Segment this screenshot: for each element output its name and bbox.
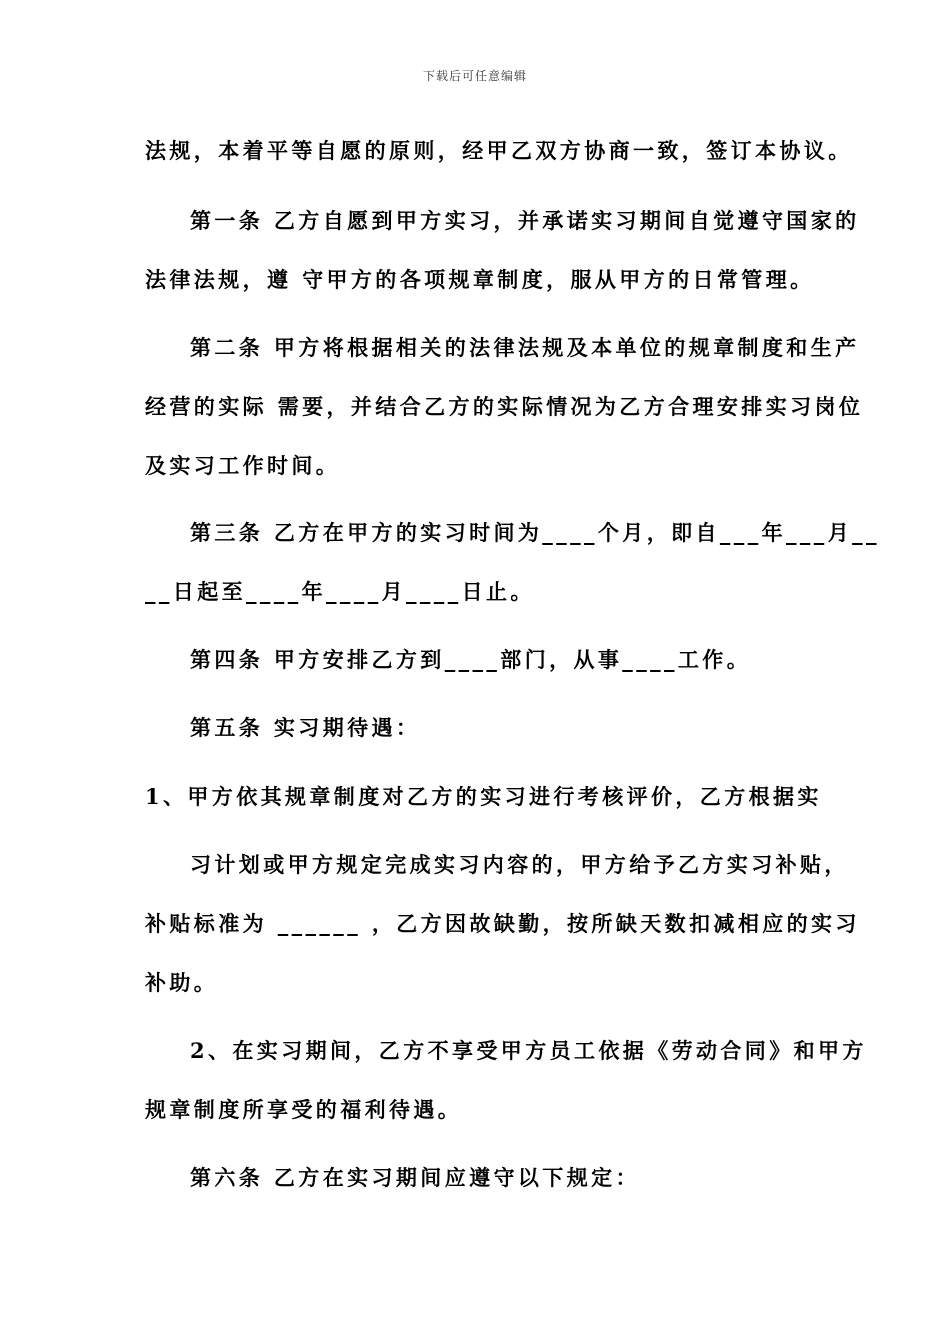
article-4-line: 第四条 甲方安排乙方到____部门，从事____工作。 [190, 647, 752, 672]
paragraph-line: 补助。 [145, 970, 219, 995]
article-5-line: 第五条 实习期待遇： [190, 715, 421, 740]
paragraph-line: 习计划或甲方规定完成实习内容的，甲方给予乙方实习补贴， [190, 852, 849, 877]
paragraph-line: 补贴标准为 ______ ，乙方因故缺勤，按所缺天数扣减相应的实习 [145, 911, 860, 936]
paragraph-line: 经营的实际 需要，并结合乙方的实际情况为乙方合理安排实习岗位 [145, 394, 864, 419]
paragraph-line: __日起至____年____月____日止。 [145, 579, 535, 604]
page-header: 下载后可任意编辑 [422, 69, 527, 83]
paragraph-line: 规章制度所享受的福利待遇。 [145, 1097, 463, 1122]
list-item-1-line: 1、甲方依其规章制度对乙方的实习进行考核评价，乙方根据实 [145, 784, 822, 809]
article-1-line: 第一条 乙方自愿到甲方实习，并承诺实习期间自觉遵守国家的 [190, 208, 860, 233]
paragraph-line: 法规，本着平等自愿的原则，经甲乙双方协商一致，签订本协议。 [145, 138, 853, 163]
article-3-line: 第三条 乙方在甲方的实习时间为____个月，即自___年___月__ [190, 520, 880, 545]
article-6-line: 第六条 乙方在实习期间应遵守以下规定： [190, 1165, 640, 1190]
paragraph-line: 法律法规，遵 守甲方的各项规章制度，服从甲方的日常管理。 [145, 267, 815, 292]
paragraph-line: 及实习工作时间。 [145, 453, 341, 478]
article-2-line: 第二条 甲方将根据相关的法律法规及本单位的规章制度和生产 [190, 335, 860, 360]
list-item-2-line: 2、在实习期间，乙方不享受甲方员工依据《劳动合同》和甲方 [190, 1038, 867, 1063]
